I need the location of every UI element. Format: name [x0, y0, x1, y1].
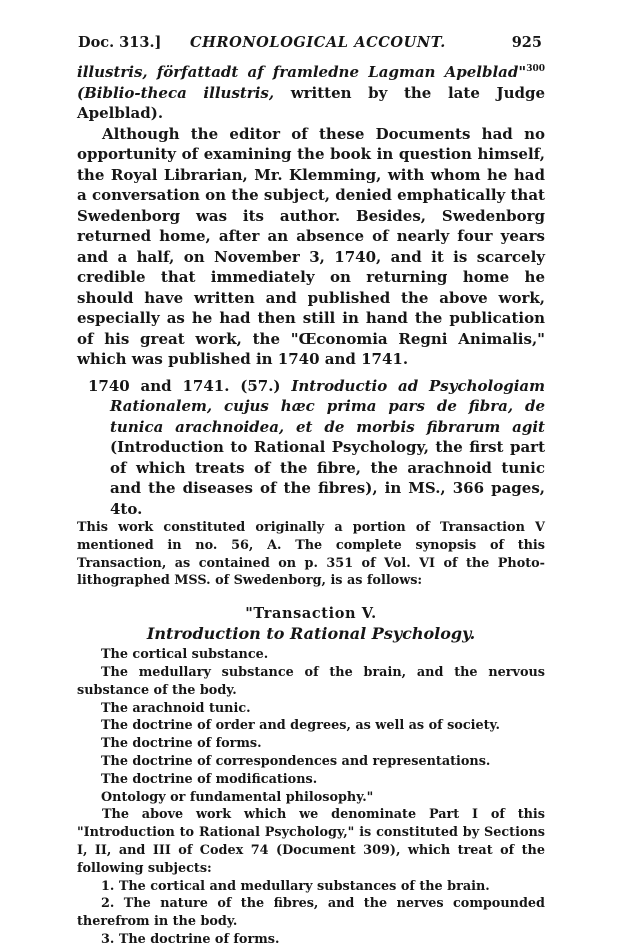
page-number: 925 — [511, 34, 542, 51]
paragraph-codex: The above work which we denominate Part I of this "Introduction to Rational Psychology," is constituted by Sections I, II, and III of Codex 74 (Document 309), which treat of the following subjects: — [77, 807, 545, 876]
paragraph-editor: Although the editor of these Documents had no opportunity of examining the book in question himself, the Royal Librarian, Mr. Klemming, with whom he had a conversation on the subject, denied emphatically that Swedenborg was its author. Besides, Swedenborg returned home, after an absence of nearly four years and a half, on November 3, 1740, and it is scarcely credible that immediately on returning home he should have written and published the above work, especially as he had then still in hand the publication of his great work, the "Œconomia Regni Animalis," which was published in 1740 and 1741. — [77, 124, 545, 368]
swedish-title-italic: illustris, författadt af framledne Lagman Apelblad" — [77, 63, 527, 81]
entry-57 — [77, 376, 545, 520]
synopsis-note: This work constituted originally a portion of Transaction V mentioned in no. 56, A. The complete synopsis of this Transaction, as contained on p. 351 of Vol. VI of the Photo-lithographed MSS. of Swedenborg, is as follows: — [77, 520, 545, 589]
page-body — [77, 62, 545, 949]
list-item: The doctrine of correspondences and representations. — [101, 753, 491, 769]
numbered-item: 1. The cortical and medullary substances of the brain. — [101, 878, 490, 894]
transaction-subtitle: Introduction to Rational Psychology. — [146, 624, 476, 644]
document-number: Doc. 313.] — [78, 34, 162, 51]
synopsis-block — [77, 519, 545, 949]
list-item: The doctrine of modifications. — [101, 771, 318, 787]
footnote-ref: 300 — [526, 64, 545, 74]
intro-rest: written by the late Judge Apelblad). — [77, 83, 545, 122]
numbered-item: 3. The doctrine of forms. — [101, 931, 280, 947]
list-item: The doctrine of forms. — [101, 736, 262, 752]
intro-line — [77, 62, 545, 124]
entry-description: (Introduction to Rational Psychology, the first part of which treats of the fibre, the arachnoid tunic and the diseases of the fibres), in MS., 366 pages, 4to. — [110, 438, 545, 518]
list-item: The arachnoid tunic. — [101, 700, 251, 716]
running-header — [0, 34, 621, 54]
latin-title-italic: (Biblio-theca illustris, — [77, 83, 275, 102]
list-item: The medullary substance of the brain, and the nervous substance of the body. — [77, 664, 545, 698]
main-text — [77, 62, 545, 519]
entry-date: 1740 and 1741. (57.) — [88, 376, 292, 395]
transaction-title: "Transaction V. — [245, 605, 377, 623]
numbered-item: 2. The nature of the fibres, and the nerves compounded therefrom in the body. — [77, 896, 545, 930]
running-title: CHRONOLOGICAL ACCOUNT. — [190, 34, 446, 51]
entry-latin-title: Introductio ad Psychologiam Rationalem, cujus hæc prima pars de fibra, de tunica arachnoidea, et de morbis fibrarum agit — [110, 376, 545, 436]
list-item: The doctrine of order and degrees, as well as of society. — [101, 718, 500, 734]
list-item: The cortical substance. — [101, 647, 269, 663]
list-item: Ontology or fundamental philosophy." — [101, 789, 374, 805]
